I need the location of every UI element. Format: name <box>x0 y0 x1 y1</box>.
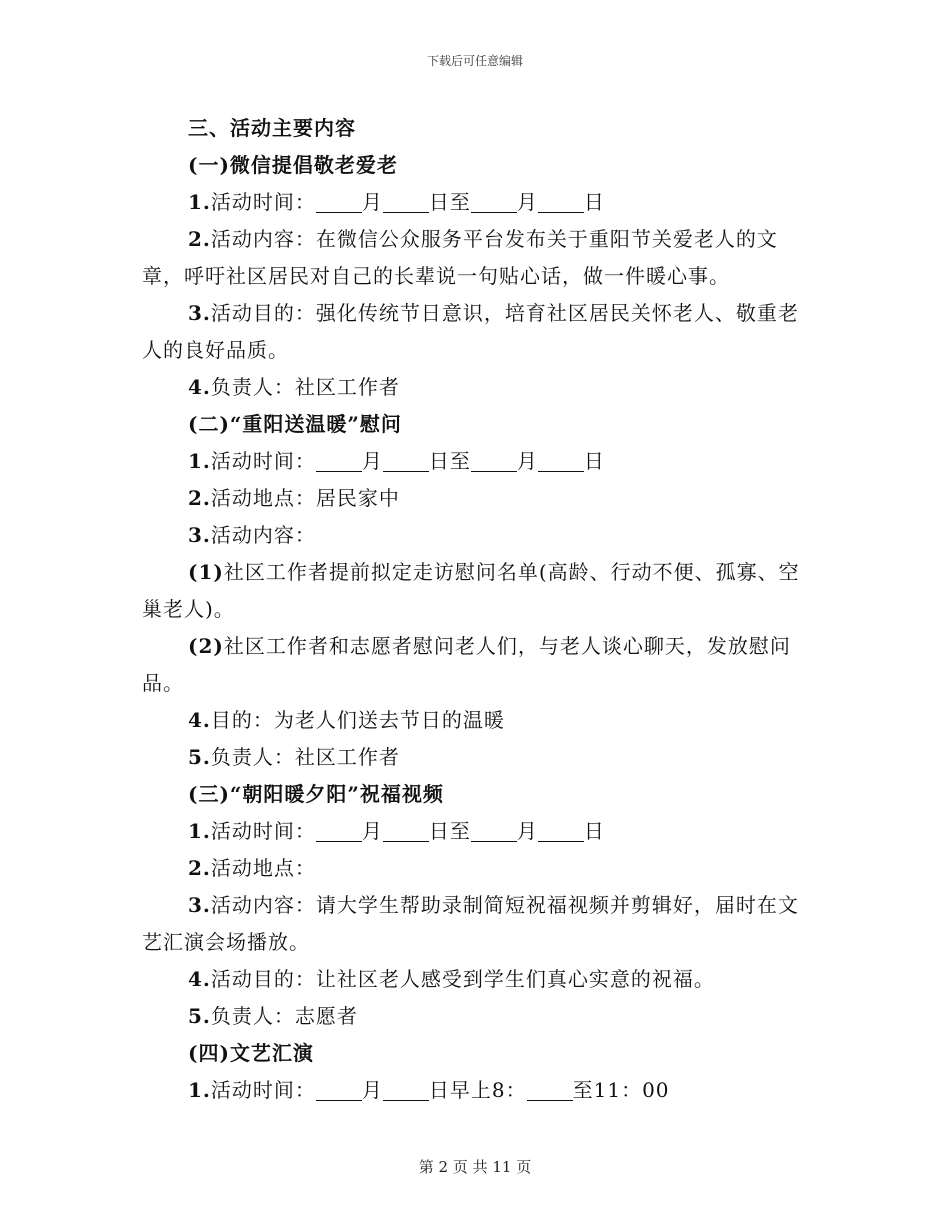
blank-field <box>471 192 517 213</box>
blank-field <box>316 451 362 472</box>
blank-field <box>383 1080 429 1101</box>
list-item: (2)社区工作者和志愿者慰问老人们，与老人谈心聊天，发放慰问品。 <box>142 634 791 695</box>
blank-field <box>383 821 429 842</box>
blank-field <box>316 821 362 842</box>
list-item: 2.活动地点：居民家中 <box>188 486 400 510</box>
section-title: 三、活动主要内容 <box>188 116 356 140</box>
blank-field <box>471 821 517 842</box>
subsection-title-1: (一)微信提倡敬老爱老 <box>188 153 398 177</box>
list-item: (1)社区工作者提前拟定走访慰问名单(高龄、行动不便、孤寡、空巢老人)。 <box>142 560 800 621</box>
subsection-title-4: (四)文艺汇演 <box>188 1041 314 1065</box>
page-header: 下载后可任意编辑 <box>426 54 523 68</box>
list-item: 1.活动时间： 月 日至 月 日 <box>188 190 605 214</box>
list-item: 2.活动内容：在微信公众服务平台发布关于重阳节关爱老人的文章，呼吁社区居民对自己的长辈说一句贴心话，做一件暖心事。 <box>142 227 778 288</box>
document-body <box>142 110 810 1109</box>
blank-field <box>316 192 362 213</box>
blank-field <box>538 821 584 842</box>
list-item: 5.负责人：社区工作者 <box>188 745 400 769</box>
list-item: 4.目的：为老人们送去节日的温暖 <box>188 708 505 732</box>
list-item: 5.负责人：志愿者 <box>188 1004 358 1028</box>
blank-field <box>538 451 584 472</box>
subsection-title-2: (二)“重阳送温暖”慰问 <box>188 412 402 436</box>
blank-field <box>383 192 429 213</box>
blank-field <box>527 1080 573 1101</box>
page-footer: 第 2 页 共 11 页 <box>418 1158 532 1176</box>
list-item: 2.活动地点： <box>188 856 316 880</box>
list-item: 4.活动目的：让社区老人感受到学生们真心实意的祝福。 <box>188 967 715 991</box>
list-item: 1.活动时间： 月 日至 月 日 <box>188 449 605 473</box>
blank-field <box>383 451 429 472</box>
list-item: 4.负责人：社区工作者 <box>188 375 400 399</box>
list-item: 3.活动目的：强化传统节日意识，培育社区居民关怀老人、敬重老人的良好品质。 <box>142 301 799 362</box>
list-item: 3.活动内容： <box>188 523 316 547</box>
subsection-title-3: (三)“朝阳暖夕阳”祝福视频 <box>188 782 444 806</box>
list-item: 3.活动内容：请大学生帮助录制简短祝福视频并剪辑好，届时在文艺汇演会场播放。 <box>142 893 799 954</box>
blank-field <box>316 1080 362 1101</box>
blank-field <box>538 192 584 213</box>
blank-field <box>471 451 517 472</box>
list-item: 1.活动时间： 月 日早上8： 至11：00 <box>188 1078 670 1102</box>
list-item: 1.活动时间： 月 日至 月 日 <box>188 819 605 843</box>
